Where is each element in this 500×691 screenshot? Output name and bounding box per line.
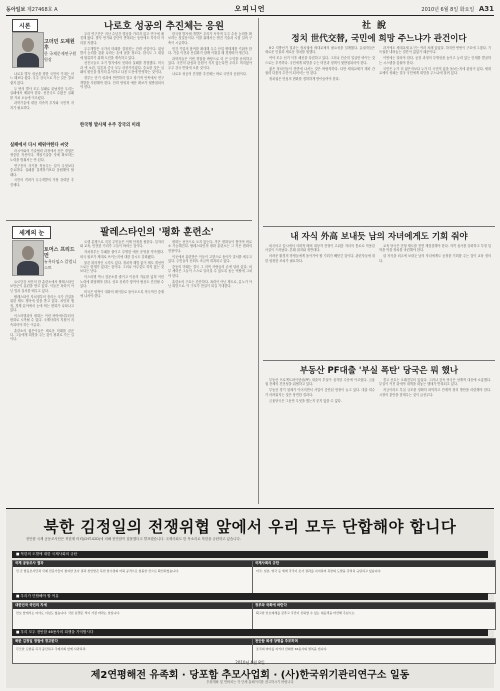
column1-text-d: 한국형 발사체 개발은 우리가 독자적 우주 수송 능력을 확보하는 첫걸음이다. 이를 위해서는 엔진 기술과 시험 설비 구축이 시급하다. 민간 기업의 참여를 확대해 우주 산업 생태계를 키워야 한다. 기술 이전과 산업화가 함께 이뤄질 때 경쟁력이 생긴다. 과학자들은 이번 경험을 바탕으로 더 큰 도약을 준비하고 있다. 국민의 관심과 응원이 식지 않는다면 우리도 머지않아 우주 강국 반열에 오를 것이다. 나로호 성공의 진정한 추진체는 바로 국민의 응원이다. [168, 32, 252, 76]
author2-byline [44, 248, 78, 270]
author1-name: 고더민 도제원후 [44, 39, 75, 51]
editorial1-text-b: 과거에도 세대교체 요구는 여러 차례 있었다. 하지만 번번이 구호에 그쳤다. 기득권을 내려놓는 결단이 없었기 때문이다. 이번에는 달라야 한다. 공천 과정의 투명성을 높이고 능력 있는 인재를 발굴하는 시스템을 갖춰야 한다. 국민은 누가 더 젊은지보다 누가 더 국민의 삶을 돌보는지에 관심이 있다. 세대교체의 성패는 결국 국민에게 희망을 주느냐에 달려 있다. [379, 46, 491, 76]
editorial3-headline: 부동산 PF대출 '부실 폭탄' 당국은 뭐 했나 [299, 366, 459, 376]
ad-sponsors: 제2연평해전 유족회 · 당포함 추모사업회 · (사)한국위기관리연구소 일동 [90, 670, 410, 681]
ad-box3-title: 대한민국 국민의 자세 [13, 603, 253, 609]
editorial1-headline: 정치 世代交替, 국민에 희망 주느냐가 관건이다 [291, 34, 467, 44]
author2-photo [12, 240, 44, 276]
ad-box1-title: 국제 공동조사 결과 [13, 561, 253, 567]
column1-text-b: 러시아와의 기술협력 과정에서 얻은 경험은 귀중한 자산이다. 핵심기술을 자체 확보하는 노력을 멈춰서는 안 된다. 연구진의 사기를 북돋우는 일이 무엇보다 중요하다. 실패를 질책하기보다 응원해야 할 때다. 국민의 격려가 우주개발의 가장 강력한 추진체다. [10, 149, 74, 187]
ad-section-bar3: ■ 우리 모두 천안함 46용사의 희생을 기억합시다 [12, 629, 488, 636]
opinion-columns [6, 18, 252, 504]
column1-subhead1: 실패에서 다시 배워야한다 씨앗 [10, 143, 69, 148]
author1-byline [44, 40, 78, 62]
ad-headline: 북한 김정일의 전쟁위협 앞에서 우리 모두 단합해야 합니다 [43, 518, 457, 536]
ad-section-bar2: ■ 우리가 단합해야 할 이유 [12, 593, 488, 600]
editorial2-text-b: 교육 당국은 전형 제도를 전면 재점검해야 한다. 자격 심사를 강화하고 부정 입학을 막을 장치를 마련해야 한다. 내 자식을 외고에 보내듯 남의 자녀에게도 공정한 기회를 주는 것이 교육 정의다. [379, 244, 491, 263]
editorial-divider1 [263, 226, 495, 227]
ad-date: 2010년 6월 8일 [235, 660, 265, 665]
issue-number: 제27468호 A [26, 6, 58, 13]
column1-title: 나로호 성공의 추진체는 응원 [103, 21, 225, 32]
editorial2-headline: 내 자식 外高 보내듯 남의 자녀에게도 기회 줘야 [290, 232, 468, 242]
author2-title: 뉴욕타임스 칼럼니스트 [44, 259, 77, 270]
author1-photo [12, 32, 44, 68]
ad-box6: 천안함 희생 장병을 추모하며 조국의 바다를 지키다 산화한 46용사의 명복을 빕니다. [252, 638, 496, 664]
column2-text-b: 오랜 분쟁으로 지친 주민들은 이제 안정을 원한다. 일자리와 교육, 안전한 거리가 그들이 바라는 것이다. 자치정부는 부패를 줄이고 투명한 예산 운영을 약속했다. 외국 원조가 제대로 쓰이는지에 대한 감시도 강화됐다. 물론 회의적인 시각도 있다. 정치적 해법 없이 제도 개선만으로는 한계가 있다는 것이다. 그러나 아무것도 하지 않는 것보다는 낫다. 이스라엘 역시 검문소를 줄이고 이동의 자유를 넓혀 이런 노력에 화답해야 한다. 상호 신뢰가 쌓여야 협상도 진전될 수 있다. 미국은 양측이 대화의 테이블로 돌아오도록 적극적인 중재에 나서야 한다. [80, 240, 164, 299]
issue-date: 2010년 6월 8일 화요일 [421, 7, 475, 13]
masthead [6, 4, 494, 14]
ad-box2-title: 국제사회의 규탄 [253, 561, 495, 567]
editorial2-text-a: 외국어고 입시에서 사회적 배려 대상자 전형이 고위층 자녀의 통로로 악용된 사실이 드러났다. 본래 취지와 정반대다. 어려운 환경의 학생들에게 돌아가야 할 기회가 빼앗긴 것이다. 관련자들에 대한 엄정한 조치가 필요하다. [265, 244, 375, 263]
paper-name: 동아일보 [6, 6, 26, 13]
ad-sponsors-sub: 후원계좌 및 연락처는 각 단체 홈페이지를 참고하시기 바랍니다 [206, 680, 294, 684]
column1-subhead2: 한국형 발사체 우주 강국의 미래 [80, 123, 140, 128]
public-advertisement [6, 508, 494, 688]
page-number: A31 [478, 5, 495, 13]
section-name: 오피니언 [234, 5, 266, 13]
column2-text-c: 평화는 선언으로 오지 않는다. 작은 변화들이 쌓여야 비로소 가능해진다. 팔레스타인의 평화 훈련소는 그 작은 변화의 현장이다. 이곳에서 훈련받은 이들이 고향으로 돌아가 질서를 세우고 있다. 주민들의 신뢰도 조금씩 회복되고 있다. 중동의 미래는 결국 그 지역 사람들의 손에 달려 있다. 외부 세력은 그들이 스스로 일어설 수 있도록 돕는 역할에 그쳐야 한다. 훈련소의 구호는 간단하다. 폭력이 아닌 제도로, 분노가 아닌 희망으로. 이 구호가 현실이 되길 기대한다. [168, 240, 252, 289]
editorial3-text-a: 부동산 프로젝트파이낸싱(PF) 대출의 부실이 심각한 수준에 이르렀다. 금융권 전체의 건전성을 위협하고 있다. 부동산 경기 침체가 이어지면서 사업이 중단된 현장이 늘고 있다. 대출 회수가 어려워지는 것은 당연한 결과다. 금융당국은 그동안 무엇을 했는지 묻지 않을 수 없다. [265, 378, 375, 403]
ad-box2: 국제사회의 규탄 미국, 일본, 영국 등 세계 각국이 조사 결과를 지지하며 북한의 도발을 강력히 규탄하고 있습니다. [252, 560, 496, 594]
ad-box5-title: 북한 김정일 정권에 경고한다 [13, 639, 253, 645]
editorial-section [258, 18, 495, 504]
ad-box5: 북한 김정일 정권에 경고한다 무모한 도발을 즉각 중단하고 국제사회 앞에 사과하라. [12, 638, 254, 664]
column1-text-c: 우리 연구진은 지난 수년간 밤낮을 가리지 않고 연구에 매진해 왔다. 발사 연기와 중단이 반복되는 동안에도 묵묵히 자리를 지켰다. 우주개발은 국가의 미래를 결정짓는 전략 산업이다. 위성 발사 능력을 갖춘 나라는 손에 꼽을 정도다. 한국도 그 대열에 합류하기 위해 도전을 계속하고 있다. 선진국들도 초기 발사에서 잇따라 실패를 경험했다. 미국과 옛 소련, 일본과 중국 모두 마찬가지였다. 중요한 것은 실패의 원인을 철저히 분석하고 다음 도전에 반영하는 것이다. 정부는 단기 성과에 연연하지 말고 장기적 안목에서 연구개발을 지원해야 한다. 인력 양성과 예산 확보가 뒷받침되어야 한다. [80, 32, 164, 89]
ad-box3: 대한민국 국민의 자세 안보 앞에서는 여야도 이념도 없습니다. 국론 분열은 적이 가장 바라는 일입니다. [12, 602, 254, 630]
column2-tag: 세계의 눈 [12, 226, 51, 239]
ad-box1: 국제 공동조사 결과 민·군 합동조사단과 국제 전문가들이 참여한 조사 결과 천안함은 북한 잠수정의 어뢰 공격으로 침몰한 것으로 확인되었습니다. [12, 560, 254, 594]
column2-text-a: 요르단강 서안의 한 훈련소에서 팔레스타인 보안군이 훈련을 받고 있다. 이들은 폭력이 아닌 법과 질서를 배우고 있다. 팔레스타인 자치정부의 총리는 국가 건설을 위한 제도 정비에 힘을 쏟고 있다. 치안과 행정, 경제 분야에서 눈에 띄는 변화가 나타나고 있다. 이스라엘과의 평화는 이런 바닥에서부터의 변화로 시작될 수 있다. 국제사회의 지원이 지속되어야 하는 이유다. 훈련소의 젊은이들은 새로운 미래를 꿈꾼다. 그들에게 희망을 주는 것이 평화로 가는 길이다. [10, 280, 74, 342]
section-divider [6, 220, 252, 221]
column1-text-a: 나로호 발사 성공을 향한 국민의 기대는 어느 때보다 컸다. 우주 강국으로 가는 길은 결코 쉽지 않다. 두 번의 발사 모두 실패로 끝났지만 우리는 실패에서 배워야 한다. 선진국도 수많은 실패를 거쳐 오늘에 이르렀다. 과학기술에 대한 지속적 투자와 국민적 지지가 필요하다. [10, 72, 74, 110]
ad-intro: 천안함 국제 공동조사단은 북한제 어뢰(CHT-02D)에 의해 천안함이 침몰했다고 발표했습니다. 국제사회도 한 목소리로 북한을 규탄하고 있습니다. [26, 537, 241, 541]
editorial-divider2 [263, 360, 495, 361]
editorial-label: 社說 [361, 21, 392, 31]
editorial3-text-b: 경고 신호는 오래전부터 있었다. 그러나 감독 당국은 선제적 대응에 소홀했다. 부실이 커진 뒤에야 대책을 내놓는 행태가 반복되고 있다. 지금이라도 부실 규모를 정확히 파악하고 단계적 정리 방안을 마련해야 한다. 시장의 불안을 잠재우는 것이 급선무다. [379, 378, 491, 397]
ad-section-bar1: ■ 북한의 도발에 대한 국제사회의 규탄 [12, 551, 488, 558]
ad-box4-title: 정부와 국회에 바란다 [253, 603, 495, 609]
author2-name: 토머스 프리드먼 [44, 247, 75, 259]
editorial1-text-a: 6·2 지방선거 결과는 정치권에 세대교체의 필요성을 일깨웠다. 유권자들은 새로운 인물과 새로운 정치를 원했다. 여야 모두 선거 이후 쇄신을 다짐하고 있다. 그러나 단순히 얼굴만 바꾸는 것으로는 부족하다. 국민에게 희망을 주는 비전과 정책이 뒷받침되어야 한다. 젊은 정치인들이 전면에 나서는 것은 바람직하다. 다만 세대교체가 계파 간 권력 다툼의 수단이 되어서는 안 된다. 정치권은 민심의 변화를 겸허하게 받아들여야 한다. [265, 46, 375, 81]
author1-title: 한 국제문제연구원 원장 [44, 51, 77, 62]
top-rule [6, 15, 494, 16]
ad-box6-title: 천안함 희생 장병을 추모하며 [253, 639, 495, 645]
column2-title: 팔레스타인의 '평화 훈련소' [100, 227, 214, 238]
ad-box4: 정부와 국회에 바란다 확고한 안보태세를 갖추고 국민이 신뢰할 수 있는 대응책을 마련해 주십시오. [252, 602, 496, 630]
column-tag: 시론 [12, 19, 38, 32]
